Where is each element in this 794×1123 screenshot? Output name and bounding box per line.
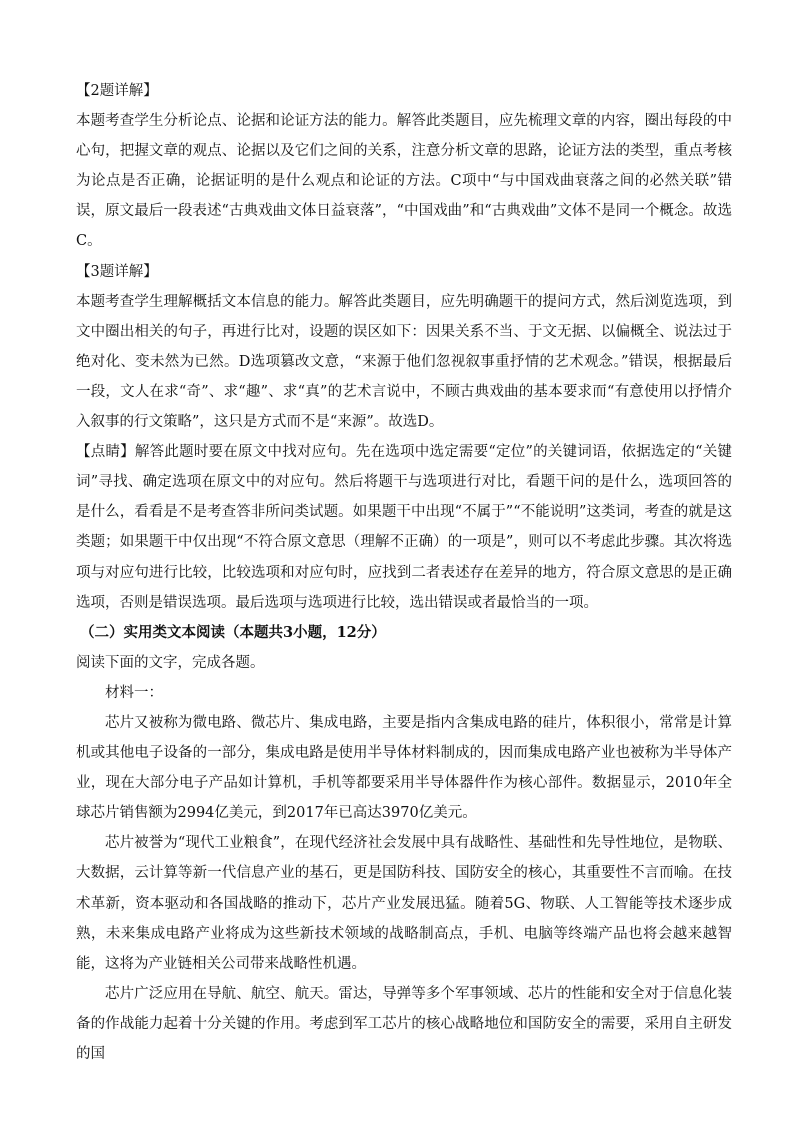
tip-paragraph — [76, 437, 732, 618]
reading-instruction: 阅读下面的文字，完成各题。 — [76, 654, 265, 671]
q2-label: 【2题详解】 — [76, 83, 158, 99]
q2-explanation: 本题考查学生分析论点、论据和论证方法的能力。解答此类题目，应先梳理文章的内容，圈出每段的中心句，把握文章的观点、论据以及它们之间的关系，注意分析文章的思路，论证方法的类型，重点考核为论点是否正确，论据证明的是什么观点和论证的方法。C项中“与中国戏曲衰落之间的必然关联”错误，原文最后一段表述“古典戏曲文体日益衰落”，“中国戏曲”和“古典戏曲”文体不是同一个概念。故选C。 — [76, 113, 732, 250]
tip-label: 【点睛】 — [76, 444, 135, 461]
tip-text: 解答此题时要在原文中找对应句。先在选项中选定需要“定位”的关键词语，依据选定的“关键词”寻找、确定选项在原文中的对应句。然后将题干与选项进行对比，看题干问的是什么，选项回答的是什么，看看是不是考查答非所问类试题。如果题干中出现“不属于”“不能说明”这类词，考查的就是这类题；如果题干中仅出现“不符合原文意思（理解不正确）的一项是”，则可以不考虑此步骤。其次将选项与对应句进行比较，比较选项和对应句时，应找到二者表述存在差异的地方，符合原文意思的是正确选项，否则是错误选项。最后选项与选项进行比较，选出错误或者最恰当的一项。 — [76, 444, 732, 611]
q3-label: 【3题详解】 — [76, 263, 158, 280]
material-label: 材料一： — [105, 684, 163, 701]
part2-heading: （二）实用类文本阅读（本题共3小题，12分） — [80, 623, 386, 641]
q3-explanation: 本题考查学生理解概括文本信息的能力。解答此类题目，应先明确题干的提问方式，然后浏览选项，到文中圈出相关的句子，再进行比对，设题的误区如下：因果关系不当、于文无据、以偏概全、说法过于绝对化、变未然为已然。D选项篡改文意，“来源于他们忽视叙事重抒情的艺术观念。”错误，根据最后一段，文人在求“奇”、求“趣”、求“真”的艺术言说中，不顾古典戏曲的基本要求而“有意使用以抒情介入叙事的行文策略”，这只是方式而不是“来源”。故选D。 — [76, 293, 732, 431]
material-paragraph-1: 芯片又被称为微电路、微芯片、集成电路，主要是指内含集成电路的硅片，体积很小，常常是计算机或其他电子设备的一部分，集成电路是使用半导体材料制成的，因而集成电路产业也被称为半导体产业，现在大部分电子产品如计算机，手机等都要采用半导体器件作为核心部件。数据显示，2010年全球芯片销售额为2994亿美元，到2017年已高达3970亿美元。 — [76, 714, 732, 822]
document-page — [76, 76, 732, 1069]
material-paragraph-2: 芯片被誉为“现代工业粮食”，在现代经济社会发展中具有战略性、基础性和先导性地位，是物联、大数据，云计算等新一代信息产业的基石，更是国防科技、国防安全的核心，其重要性不言而喻。在技术革新，资本驱动和各国战略的推动下，芯片产业发展迅猛。随着5G、物联、人工智能等技术逐步成熟，未来集成电路产业将成为这些新技术领域的战略制高点，手机、电脑等终端产品也将会越来越智能，这将为产业链相关公司带来战略性机遇。 — [76, 835, 732, 972]
material-paragraph-3: 芯片广泛应用在导航、航空、航天。雷达，导弹等多个军事领域、芯片的性能和安全对于信息化装备的作战能力起着十分关键的作用。考虑到军工芯片的核心战略地位和国防安全的需要，采用自主研发的国 — [76, 985, 732, 1062]
